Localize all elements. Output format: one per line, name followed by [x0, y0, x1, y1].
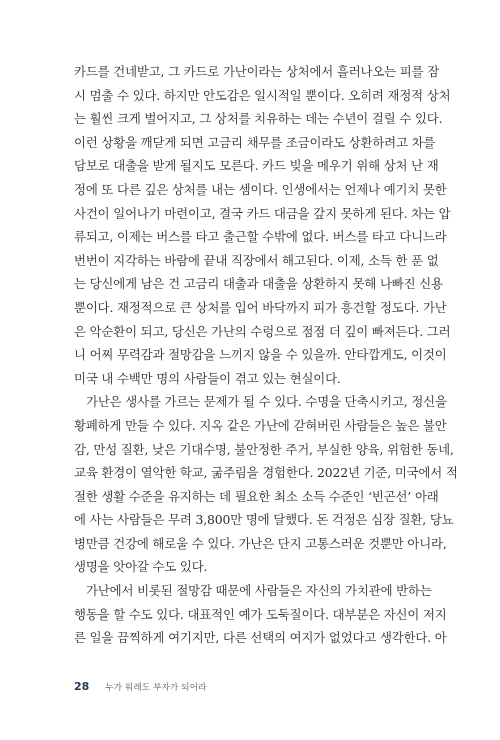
text-line: 가난에서 비롯된 절망감 때문에 사람들은 자신의 가치관에 반하는 [86, 583, 432, 599]
text-line: 른 일을 끔찍하게 여기지만, 다른 선택의 여지가 없었다고 생각한다. 아 [74, 630, 447, 646]
text-line: 가난은 생사를 가르는 문제가 될 수 있다. 수명을 단축시키고, 정신을 [86, 394, 447, 410]
text-line: 에 사는 사람들은 무려 3,800만 명에 달했다. 돈 걱정은 심장 질환, 당뇨 [74, 512, 454, 528]
text-line: 행동을 할 수도 있다. 대표적인 예가 도둑질이다. 대부분은 자신이 저지 [74, 606, 447, 622]
text-line: 미국 내 수백만 명의 사람들이 겪고 있는 현실이다. [74, 370, 341, 386]
text-line: 사건이 일어나기 마련이고, 결국 카드 대금을 갚지 못하게 된다. 차는 압 [74, 205, 451, 221]
text-line: 감, 만성 질환, 낮은 기대수명, 불안정한 주거, 부실한 양육, 위험한 동네, [74, 441, 454, 457]
text-line: 시 멈출 수 있다. 하지만 안도감은 일시적일 뿐이다. 오히려 재정적 상처 [74, 87, 451, 103]
text-line: 뿐이다. 재정적으로 큰 상처를 입어 바닥까지 피가 흥건할 정도다. 가난 [74, 299, 447, 315]
text-line: 카드를 건네받고, 그 카드로 가난이라는 상처에서 흘러나오는 피를 잠 [74, 64, 440, 79]
running-title: 누가 워레도 부자가 되어라 [105, 683, 207, 693]
page-number: 28 [74, 680, 90, 693]
text-line: 생명을 앗아갈 수도 있다. [74, 559, 208, 575]
text-line: 병만큼 건강에 해로울 수 있다. 가난은 단지 고통스러운 것뿐만 아니라, [74, 535, 447, 551]
text-line: 니 어찌 무력감과 절망감을 느끼지 않을 수 있을까. 안타깝게도, 이것이 [74, 347, 447, 363]
text-line: 은 악순환이 되고, 당신은 가난의 수렁으로 점점 더 깊이 빠져든다. 그러 [74, 323, 451, 339]
text-line: 이런 상황을 깨닫게 되면 고금리 채무를 조금이라도 상환하려고 차를 [74, 134, 436, 150]
text-line: 담보로 대출을 받게 될지도 모른다. 카드 빚을 메우기 위해 상처 난 재 [74, 158, 439, 174]
text-line: 절한 생활 수준을 유지하는 데 필요한 최소 소득 수준인 ‘빈곤선’ 아래 [74, 488, 439, 504]
text-line: 황폐하게 만들 수 있다. 지옥 같은 가난에 갇혀버린 사람들은 높은 불안 [74, 417, 447, 433]
page-footer [74, 680, 207, 696]
text-line: 는 훨씬 크게 벌어지고, 그 상처를 치유하는 데는 수년이 걸릴 수 있다. [74, 111, 443, 127]
text-line: 정에 또 다른 깊은 상처를 내는 셈이다. 인생에서는 언제나 예기치 못한 [74, 181, 447, 197]
text-line: 류되고, 이제는 버스를 타고 출근할 수밖에 없다. 버스를 타고 다니느라 [74, 229, 447, 245]
text-line: 교육 환경이 열악한 학교, 굶주림을 경험한다. 2022년 기준, 미국에서 적 [74, 465, 458, 481]
text-line: 는 당신에게 남은 건 고금리 대출과 대출을 상환하지 못해 나빠진 신용 [74, 276, 443, 292]
text-line: 번번이 지각하는 바람에 끝내 직장에서 해고된다. 이제, 소득 한 푼 없 [74, 252, 439, 268]
body-text [74, 60, 458, 650]
